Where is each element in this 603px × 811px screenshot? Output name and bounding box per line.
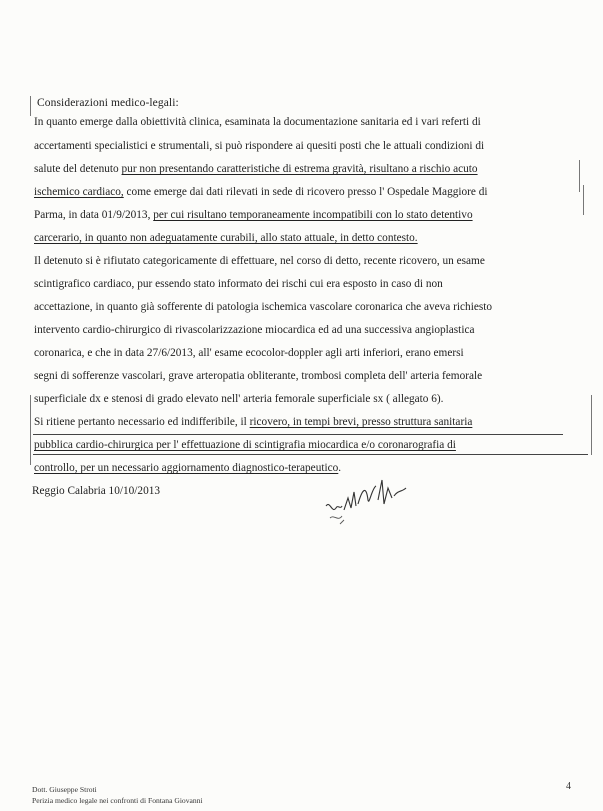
paragraph1-line2: accertamenti specialistici e strumentali, si può rispondere ai quesiti posti che le attuali condizioni di xyxy=(34,140,485,152)
paragraph1-line3-plain: salute del detenuto xyxy=(34,163,122,175)
footer-subject: Perizia medico legale nei confronti di Fontana Giovanni xyxy=(32,796,203,805)
paragraph1-line5-plain: Parma, in data 01/9/2013, xyxy=(34,209,154,221)
paragraph3-line1-plain: Si ritiene pertanto necessario ed indifferibile, il xyxy=(34,416,250,428)
paragraph2-line2: scintigrafico cardiaco, pur essendo stato informato dei rischi cui era esposto in caso di non xyxy=(34,278,443,290)
margin-pencil-mark xyxy=(591,395,592,455)
margin-pencil-mark xyxy=(30,96,31,116)
paragraph2-line6: segni di sofferenze vascolari, grave arteropatia obliterante, trombosi completa dell' arteria femorale xyxy=(34,370,483,382)
pencil-underline xyxy=(33,454,588,455)
paragraph1-line1: In quanto emerge dalla obiettività clinica, esaminata la documentazione sanitaria ed i vari referti di xyxy=(34,116,481,128)
footer-author: Dott. Giuseppe Stroti xyxy=(32,785,97,794)
paragraph1-line4-underlined: ischemico cardiaco, xyxy=(34,186,124,198)
paragraph2-line1: Il detenuto si è rifiutato categoricamente di effettuare, nel corso di detto, recente ricovero, un esame xyxy=(34,255,485,267)
paragraph1-line3 xyxy=(34,162,478,176)
paragraph3-line3-end: . xyxy=(338,462,342,474)
paragraph3-line1 xyxy=(34,415,472,429)
paragraph1-line5-underlined: per cui risultano temporaneamente incompatibili con lo stato detentivo xyxy=(153,209,473,221)
paragraph2-line5: coronarica, e che in data 27/6/2013, all' esame ecocolor-doppler agli arti inferiori, erano emersi xyxy=(34,347,464,359)
margin-pencil-mark xyxy=(579,160,580,192)
section-heading: Considerazioni medico-legali: xyxy=(37,97,179,109)
paragraph3-line3 xyxy=(34,461,341,475)
paragraph1-line5 xyxy=(34,208,473,222)
paragraph3-line2: pubblica cardio-chirurgica per l' effettuazione di scintigrafia miocardica e/o coronarografia di xyxy=(34,439,456,451)
paragraph3-line1-underlined: ricovero, in tempi brevi, presso struttura sanitaria xyxy=(249,416,473,428)
page-number: 4 xyxy=(566,781,571,792)
place-date: Reggio Calabria 10/10/2013 xyxy=(32,485,161,497)
margin-pencil-mark xyxy=(583,185,584,215)
paragraph1-line3-underlined: pur non presentando caratteristiche di estrema gravità, risultano a rischio acuto xyxy=(121,163,478,175)
paragraph1-line6: carcerario, in quanto non adeguatamente curabili, allo stato attuale, in detto contesto. xyxy=(34,232,418,244)
pencil-underline xyxy=(33,434,563,435)
margin-pencil-mark xyxy=(30,395,31,465)
paragraph3-line3-underlined: controllo, per un necessario aggiornamento diagnostico-terapeutico xyxy=(34,462,339,474)
paragraph1-line4-plain: come emerge dai dati rilevati in sede di ricovero presso l' Ospedale Maggiore di xyxy=(123,186,488,198)
paragraph2-line4: intervento cardio-chirurgico di rivascolarizzazione miocardica ed ad una successiva angioplastica xyxy=(34,324,475,336)
paragraph2-line3: accettazione, in quanto già sofferente di patologia ischemica vascolare coronarica che aveva richiesto xyxy=(34,301,493,313)
paragraph2-line7: superficiale dx e stenosi di grado elevato nell' arteria femorale superficiale sx ( allegato 6). xyxy=(34,393,444,405)
paragraph1-line4 xyxy=(34,185,488,199)
handwritten-signature xyxy=(318,470,418,530)
